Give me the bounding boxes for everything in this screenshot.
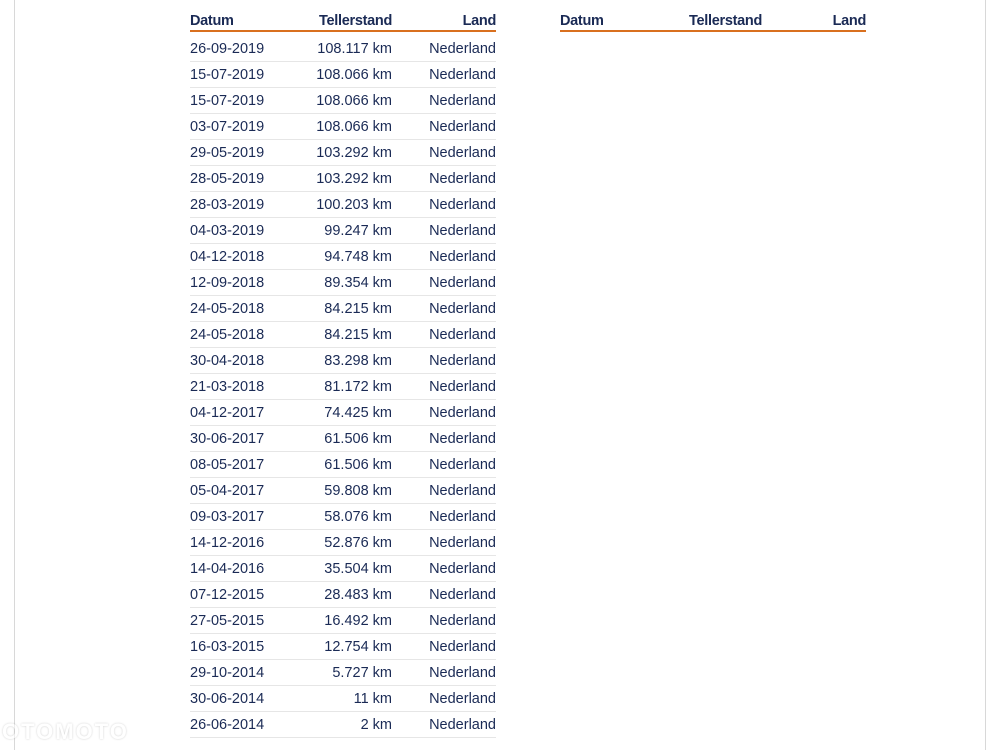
odometer-history-table bbox=[190, 10, 496, 738]
cell-odometer: 61.506 km bbox=[324, 456, 392, 473]
cell-country: Nederland bbox=[429, 274, 496, 291]
cell-country: Nederland bbox=[429, 482, 496, 499]
cell-odometer: 108.117 km bbox=[317, 40, 392, 57]
cell-country: Nederland bbox=[429, 430, 496, 447]
cell-odometer: 108.066 km bbox=[316, 66, 392, 83]
cell-odometer: 61.506 km bbox=[324, 430, 392, 447]
cell-date: 28-03-2019 bbox=[190, 196, 265, 213]
cell-country: Nederland bbox=[429, 66, 496, 83]
cell-date: 30-06-2017 bbox=[190, 430, 265, 447]
cell-odometer: 28.483 km bbox=[324, 586, 392, 603]
cell-country: Nederland bbox=[429, 352, 496, 369]
cell-country: Nederland bbox=[429, 378, 496, 395]
cell-odometer: 12.754 km bbox=[324, 638, 392, 655]
table-row bbox=[190, 478, 496, 504]
cell-date: 14-04-2016 bbox=[190, 560, 265, 577]
cell-country: Nederland bbox=[429, 690, 496, 707]
cell-date: 14-12-2016 bbox=[190, 534, 265, 551]
header-country: Land bbox=[462, 13, 496, 29]
cell-date: 09-03-2017 bbox=[190, 508, 265, 525]
table-row bbox=[190, 296, 496, 322]
header-date: Datum bbox=[560, 13, 604, 29]
cell-date: 27-05-2015 bbox=[190, 612, 265, 629]
cell-country: Nederland bbox=[429, 326, 496, 343]
cell-date: 04-12-2018 bbox=[190, 248, 265, 265]
cell-country: Nederland bbox=[429, 404, 496, 421]
cell-odometer: 103.292 km bbox=[316, 144, 392, 161]
cell-odometer: 74.425 km bbox=[324, 404, 392, 421]
cell-date: 15-07-2019 bbox=[190, 92, 265, 109]
cell-odometer: 89.354 km bbox=[324, 274, 392, 291]
table-row bbox=[190, 608, 496, 634]
cell-date: 04-03-2019 bbox=[190, 222, 265, 239]
table-row bbox=[190, 374, 496, 400]
table-row bbox=[190, 322, 496, 348]
cell-date: 03-07-2019 bbox=[190, 118, 265, 135]
cell-odometer: 5.727 km bbox=[332, 664, 392, 681]
cell-date: 24-05-2018 bbox=[190, 326, 265, 343]
cell-country: Nederland bbox=[429, 40, 496, 57]
cell-date: 21-03-2018 bbox=[190, 378, 265, 395]
table-body bbox=[190, 36, 496, 738]
cell-date: 12-09-2018 bbox=[190, 274, 265, 291]
header-odometer: Tellerstand bbox=[689, 13, 762, 29]
table-row bbox=[190, 660, 496, 686]
table-row bbox=[190, 62, 496, 88]
cell-odometer: 99.247 km bbox=[324, 222, 392, 239]
header-date: Datum bbox=[190, 13, 234, 29]
cell-odometer: 108.066 km bbox=[316, 118, 392, 135]
cell-country: Nederland bbox=[429, 300, 496, 317]
table-row bbox=[190, 400, 496, 426]
cell-date: 30-06-2014 bbox=[190, 690, 265, 707]
cell-country: Nederland bbox=[429, 508, 496, 525]
cell-odometer: 11 km bbox=[353, 690, 392, 707]
cell-odometer: 35.504 km bbox=[324, 560, 392, 577]
cell-country: Nederland bbox=[429, 170, 496, 187]
table-row bbox=[190, 192, 496, 218]
cell-date: 16-03-2015 bbox=[190, 638, 265, 655]
page-frame-right bbox=[985, 0, 986, 750]
cell-odometer: 103.292 km bbox=[316, 170, 392, 187]
cell-country: Nederland bbox=[429, 456, 496, 473]
table-header bbox=[560, 10, 866, 32]
table-row bbox=[190, 348, 496, 374]
header-odometer: Tellerstand bbox=[319, 13, 392, 29]
cell-date: 28-05-2019 bbox=[190, 170, 265, 187]
cell-odometer: 94.748 km bbox=[324, 248, 392, 265]
cell-country: Nederland bbox=[429, 118, 496, 135]
header-country: Land bbox=[832, 13, 866, 29]
cell-date: 04-12-2017 bbox=[190, 404, 265, 421]
cell-country: Nederland bbox=[429, 612, 496, 629]
cell-country: Nederland bbox=[429, 196, 496, 213]
table-row bbox=[190, 244, 496, 270]
cell-country: Nederland bbox=[429, 222, 496, 239]
table-row bbox=[190, 114, 496, 140]
table-row bbox=[190, 686, 496, 712]
table-row bbox=[190, 504, 496, 530]
table-row bbox=[190, 88, 496, 114]
cell-date: 30-04-2018 bbox=[190, 352, 265, 369]
cell-country: Nederland bbox=[429, 664, 496, 681]
table-row bbox=[190, 530, 496, 556]
page-frame-left bbox=[14, 0, 15, 750]
cell-country: Nederland bbox=[429, 248, 496, 265]
cell-odometer: 81.172 km bbox=[324, 378, 392, 395]
cell-country: Nederland bbox=[429, 144, 496, 161]
cell-odometer: 16.492 km bbox=[324, 612, 392, 629]
cell-date: 08-05-2017 bbox=[190, 456, 265, 473]
cell-odometer: 59.808 km bbox=[324, 482, 392, 499]
cell-country: Nederland bbox=[429, 586, 496, 603]
table-row bbox=[190, 166, 496, 192]
cell-odometer: 108.066 km bbox=[316, 92, 392, 109]
cell-odometer: 2 km bbox=[360, 716, 392, 733]
cell-date: 15-07-2019 bbox=[190, 66, 265, 83]
cell-date: 07-12-2015 bbox=[190, 586, 265, 603]
cell-odometer: 83.298 km bbox=[324, 352, 392, 369]
cell-date: 26-09-2019 bbox=[190, 40, 265, 57]
table-row bbox=[190, 218, 496, 244]
table-header bbox=[190, 10, 496, 32]
cell-date: 05-04-2017 bbox=[190, 482, 265, 499]
table-row bbox=[190, 426, 496, 452]
cell-date: 29-10-2014 bbox=[190, 664, 265, 681]
odometer-history-table-empty bbox=[560, 10, 866, 32]
cell-country: Nederland bbox=[429, 92, 496, 109]
cell-country: Nederland bbox=[429, 716, 496, 733]
table-row bbox=[190, 270, 496, 296]
cell-odometer: 52.876 km bbox=[324, 534, 392, 551]
table-row bbox=[190, 556, 496, 582]
cell-date: 29-05-2019 bbox=[190, 144, 265, 161]
cell-odometer: 84.215 km bbox=[324, 326, 392, 343]
cell-odometer: 100.203 km bbox=[316, 196, 392, 213]
cell-date: 24-05-2018 bbox=[190, 300, 265, 317]
cell-odometer: 84.215 km bbox=[324, 300, 392, 317]
watermark: OTOMOTO bbox=[2, 719, 129, 744]
cell-date: 26-06-2014 bbox=[190, 716, 265, 733]
cell-odometer: 58.076 km bbox=[324, 508, 392, 525]
table-row bbox=[190, 452, 496, 478]
table-row bbox=[190, 582, 496, 608]
cell-country: Nederland bbox=[429, 638, 496, 655]
cell-country: Nederland bbox=[429, 534, 496, 551]
table-row bbox=[190, 634, 496, 660]
table-row bbox=[190, 712, 496, 738]
table-row bbox=[190, 36, 496, 62]
cell-country: Nederland bbox=[429, 560, 496, 577]
table-row bbox=[190, 140, 496, 166]
